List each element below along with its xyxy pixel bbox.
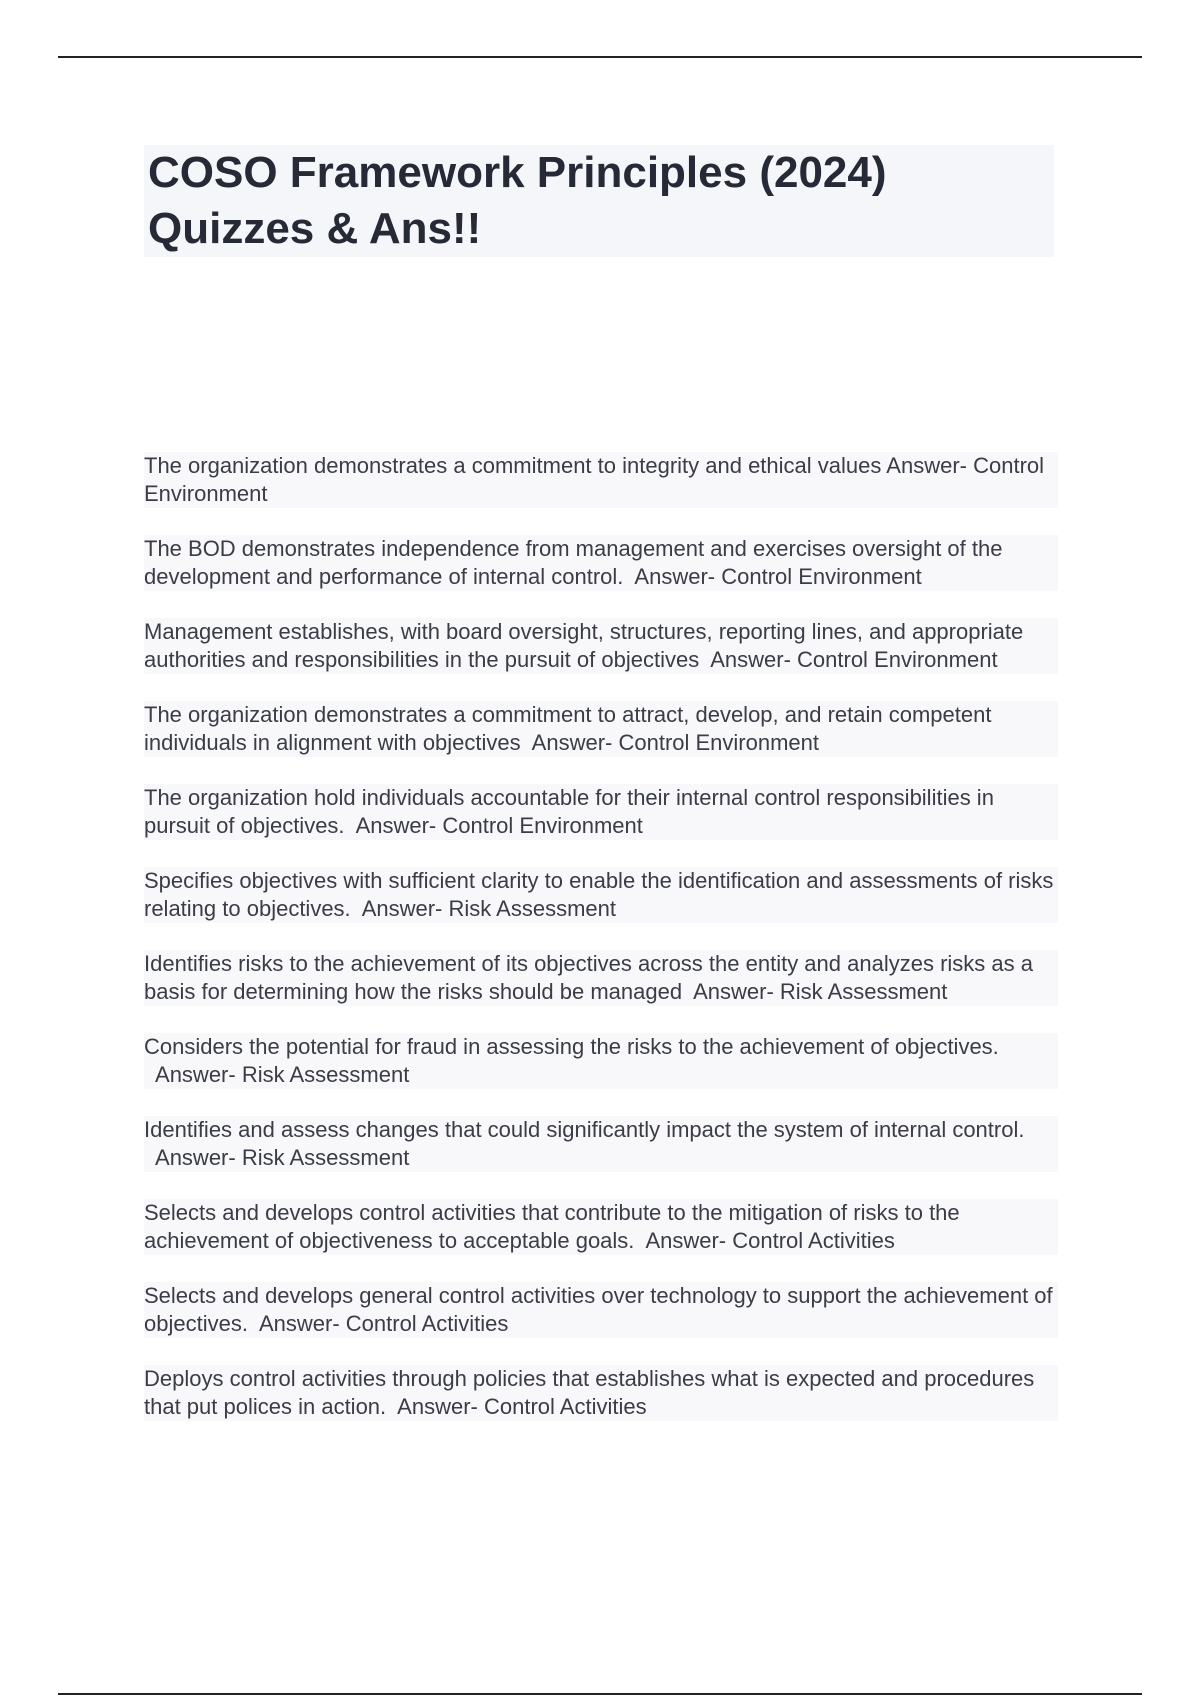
qa-item — [144, 1033, 1058, 1089]
qa-item — [144, 1199, 1058, 1255]
title-block — [144, 145, 1054, 257]
qa-question: Specifies objectives with sufficient clarity to enable the identification and assessments of risks relating to objectives. — [144, 868, 1054, 921]
qa-answer: Answer- Control Environment — [710, 647, 998, 672]
top-divider — [58, 56, 1142, 58]
qa-item — [144, 701, 1058, 757]
qa-item — [144, 1282, 1058, 1338]
qa-answer: Answer- Control Environment — [531, 730, 820, 755]
qa-item — [144, 1116, 1058, 1172]
qa-answer: Answer- Control Activities — [258, 1311, 509, 1336]
qa-item — [144, 618, 1058, 674]
qa-list — [144, 452, 1058, 1448]
qa-item — [144, 950, 1058, 1006]
qa-question: Deploys control activities through policies that establishes what is expected and procedures that put polices in action. — [144, 1366, 1035, 1419]
qa-question: Considers the potential for fraud in assessing the risks to the achievement of objectives. — [144, 1034, 999, 1059]
qa-item — [144, 452, 1058, 508]
qa-question: The organization demonstrates a commitment to attract, develop, and retain competent individuals in alignment with objectives — [144, 702, 992, 755]
qa-answer: Answer- Risk Assessment — [693, 979, 948, 1004]
qa-question: The organization hold individuals accountable for their internal control responsibilities in pursuit of objectives. — [144, 785, 994, 838]
qa-answer: Answer- Control Environment — [634, 564, 922, 589]
qa-question: The organization demonstrates a commitment to integrity and ethical values — [144, 453, 882, 478]
qa-answer: Answer- Control Environment — [144, 453, 1045, 506]
qa-question: Identifies and assess changes that could significantly impact the system of internal control. — [144, 1117, 1025, 1142]
page-title: COSO Framework Principles (2024) Quizzes & Ans!! — [148, 148, 887, 253]
qa-question: Selects and develops control activities that contribute to the mitigation of risks to the achievement of objectiveness to acceptable goals. — [144, 1200, 960, 1253]
qa-answer: Answer- Risk Assessment — [155, 1062, 410, 1087]
qa-answer: Answer- Risk Assessment — [155, 1145, 410, 1170]
qa-question: The BOD demonstrates independence from management and exercises oversight of the development and performance of internal control. — [144, 536, 1003, 589]
qa-item — [144, 1365, 1058, 1421]
qa-item — [144, 784, 1058, 840]
qa-question: Selects and develops general control activities over technology to support the achievement of objectives. — [144, 1283, 1053, 1336]
qa-answer: Answer- Control Activities — [397, 1394, 647, 1419]
qa-item — [144, 867, 1058, 923]
qa-answer: Answer- Control Environment — [355, 813, 643, 838]
qa-answer: Answer- Control Activities — [645, 1228, 895, 1253]
bottom-divider — [58, 1693, 1142, 1695]
qa-answer: Answer- Risk Assessment — [361, 896, 616, 921]
qa-item — [144, 535, 1058, 591]
qa-question: Identifies risks to the achievement of its objectives across the entity and analyzes risks as a basis for determining how the risks should be managed — [144, 951, 1033, 1004]
qa-question: Management establishes, with board oversight, structures, reporting lines, and appropriate authorities and responsibilities in the pursuit of objectives — [144, 619, 1024, 672]
